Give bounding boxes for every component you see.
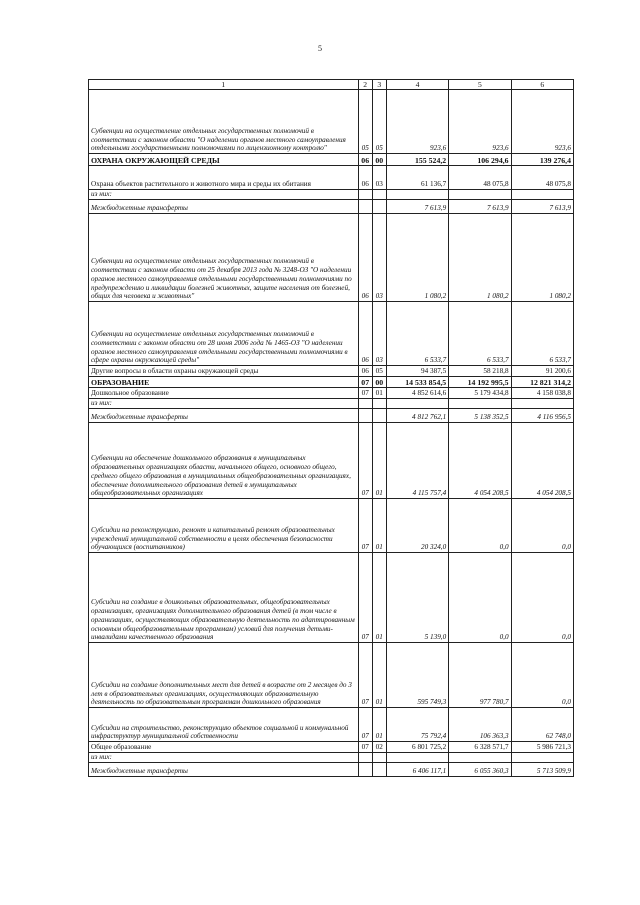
row-value-col-5: 6 533,7 [449,302,511,366]
row-value-col-4: 6 533,7 [386,302,448,366]
row-name: Другие вопросы в области охраны окружающей среды [89,366,359,377]
row-value-col-5 [449,190,511,200]
row-subsection-code: 02 [372,742,386,753]
row-subsection-code: 05 [372,366,386,377]
row-section-code: 07 [358,377,372,388]
row-subsection-code [372,200,386,214]
row-value-col-5: 58 218,8 [449,366,511,377]
row-subsection-code: 01 [372,708,386,742]
row-section-code: 06 [358,214,372,302]
table-row [89,302,574,366]
row-value-col-5: 5 179 434,8 [449,388,511,399]
page-number: 5 [318,44,322,53]
row-name: Дошкольное образование [89,388,359,399]
row-section-code [358,190,372,200]
table-row [89,214,574,302]
row-subsection-code: 03 [372,302,386,366]
row-subsection-code: 01 [372,388,386,399]
row-name: Субсидии на реконструкцию, ремонт и капитальный ремонт образовательных учреждений муниципальной собственности в целях обеспечения безопасности обучающихся (воспитанников) [89,499,359,553]
table-row [89,499,574,553]
row-name: из них: [89,399,359,409]
row-value-col-5: 4 054 208,5 [449,423,511,499]
table-row [89,399,574,409]
table-row [89,190,574,200]
row-section-code: 05 [358,90,372,154]
row-section-code: 07 [358,742,372,753]
row-value-col-6: 7 613,9 [511,200,573,214]
row-section-code: 07 [358,708,372,742]
row-value-col-6 [511,753,573,763]
row-value-col-6: 0,0 [511,499,573,553]
row-value-col-5: 1 080,2 [449,214,511,302]
row-value-col-4: 595 749,3 [386,643,448,708]
row-name: Охрана объектов растительного и животного мира и среды их обитания [89,166,359,190]
row-value-col-4 [386,753,448,763]
row-name: Субсидии на строительство, реконструкцию объектов социальной и коммунальной инфраструктур муниципальной собственности [89,708,359,742]
header-col-1: 1 [89,80,359,90]
row-section-code: 07 [358,643,372,708]
row-name: из них: [89,753,359,763]
row-name: Межбюджетные трансферты [89,409,359,423]
row-value-col-6: 5 713 509,9 [511,763,573,777]
row-name: ОХРАНА ОКРУЖАЮЩЕЙ СРЕДЫ [89,154,359,166]
row-name: Субсидии на создание дополнительных мест для детей в возрасте от 2 месяцев до 3 лет в образовательных организациях, осуществляющих образовательную деятельность по образовательным программам дошкольного образования [89,643,359,708]
table-header-row [89,80,574,90]
row-subsection-code [372,409,386,423]
row-value-col-4: 4 852 614,6 [386,388,448,399]
row-name: Межбюджетные трансферты [89,200,359,214]
row-value-col-6: 4 116 956,5 [511,409,573,423]
row-value-col-6: 91 200,6 [511,366,573,377]
row-subsection-code: 01 [372,499,386,553]
row-value-col-4: 94 387,5 [386,366,448,377]
row-section-code: 06 [358,366,372,377]
row-subsection-code: 01 [372,423,386,499]
row-value-col-6: 0,0 [511,553,573,643]
table-row [89,423,574,499]
table-row [89,377,574,388]
row-subsection-code: 00 [372,377,386,388]
row-value-col-5: 6 055 360,3 [449,763,511,777]
row-name: Межбюджетные трансферты [89,763,359,777]
row-section-code [358,753,372,763]
row-section-code [358,763,372,777]
row-value-col-5: 5 138 352,5 [449,409,511,423]
row-value-col-4: 20 324,0 [386,499,448,553]
header-col-2: 2 [358,80,372,90]
row-value-col-5: 14 192 995,5 [449,377,511,388]
row-value-col-4: 6 406 117,1 [386,763,448,777]
row-value-col-6: 6 533,7 [511,302,573,366]
table-row [89,154,574,166]
table-row [89,742,574,753]
row-name: Общее образование [89,742,359,753]
row-value-col-4: 923,6 [386,90,448,154]
row-value-col-5 [449,399,511,409]
table-row [89,388,574,399]
row-section-code [358,409,372,423]
row-value-col-5: 48 075,8 [449,166,511,190]
row-value-col-4 [386,399,448,409]
row-value-col-5: 0,0 [449,553,511,643]
row-subsection-code: 05 [372,90,386,154]
row-section-code [358,399,372,409]
header-col-5: 5 [449,80,511,90]
row-value-col-4: 14 533 854,5 [386,377,448,388]
row-subsection-code: 03 [372,214,386,302]
table-row [89,708,574,742]
row-name: Субсидии на создание в дошкольных образовательных, общеобразовательных организациях, организациях дополнительного образования детей (в том числе в организациях, осуществляющих образовательную деятельность по адаптированным основным общеобразовательным программам) условий для получения детьми-инвалидами качественного образования [89,553,359,643]
row-subsection-code [372,399,386,409]
row-value-col-4: 61 136,7 [386,166,448,190]
row-name: Субвенции на осуществление отдельных государственных полномочий в соответствии с законом области от 28 июня 2006 года № 1465-ОЗ "О наделении органов местного самоуправления отдельными государственными полномочиями в сфере охраны окружающей среды" [89,302,359,366]
row-subsection-code [372,190,386,200]
row-value-col-4: 4 812 762,1 [386,409,448,423]
row-value-col-6: 48 075,8 [511,166,573,190]
table-row [89,753,574,763]
budget-table [88,79,574,777]
table-row [89,200,574,214]
row-name: Субвенции на обеспечение дошкольного образования в муниципальных образовательных организациях области, начального общего, основного общего, среднего общего образования в муниципальных общеобразовательных организациях, обеспечение дополнительного образования детей в муниципальных общеобразовательных организациях [89,423,359,499]
row-name: Субвенции на осуществление отдельных государственных полномочий в соответствии с законом области от 25 декабря 2013 года № 3248-ОЗ "О наделении органов местного самоуправления отдельными государственными полномочиями по предупреждению и ликвидации болезней животных, защите населения от болезней, общих для человека и животных" [89,214,359,302]
row-value-col-5: 6 328 571,7 [449,742,511,753]
row-subsection-code: 00 [372,154,386,166]
table-row [89,643,574,708]
row-value-col-5: 0,0 [449,499,511,553]
row-section-code: 06 [358,166,372,190]
row-value-col-5 [449,753,511,763]
row-value-col-5: 923,6 [449,90,511,154]
row-value-col-6: 0,0 [511,643,573,708]
table-row [89,90,574,154]
row-name: ОБРАЗОВАНИЕ [89,377,359,388]
row-value-col-6: 5 986 721,3 [511,742,573,753]
row-value-col-4: 4 115 757,4 [386,423,448,499]
row-section-code: 06 [358,302,372,366]
row-value-col-6: 139 276,4 [511,154,573,166]
row-value-col-4: 1 080,2 [386,214,448,302]
table-row [89,553,574,643]
row-value-col-5: 106 294,6 [449,154,511,166]
row-value-col-4: 155 524,2 [386,154,448,166]
row-value-col-6 [511,190,573,200]
row-value-col-6 [511,399,573,409]
table-row [89,366,574,377]
header-col-6: 6 [511,80,573,90]
row-subsection-code [372,763,386,777]
table-row [89,409,574,423]
row-value-col-4: 5 139,0 [386,553,448,643]
row-section-code [358,200,372,214]
row-value-col-6: 4 158 038,8 [511,388,573,399]
row-value-col-6: 1 080,2 [511,214,573,302]
row-subsection-code: 03 [372,166,386,190]
row-value-col-5: 7 613,9 [449,200,511,214]
row-section-code: 06 [358,154,372,166]
row-value-col-6: 923,6 [511,90,573,154]
row-value-col-4 [386,190,448,200]
row-section-code: 07 [358,388,372,399]
table-row [89,763,574,777]
row-value-col-5: 977 780,7 [449,643,511,708]
row-subsection-code: 01 [372,553,386,643]
row-section-code: 07 [358,553,372,643]
row-value-col-5: 106 363,3 [449,708,511,742]
row-subsection-code: 01 [372,643,386,708]
row-value-col-4: 7 613,9 [386,200,448,214]
row-value-col-6: 4 054 208,5 [511,423,573,499]
header-col-3: 3 [372,80,386,90]
row-value-col-4: 6 801 725,2 [386,742,448,753]
row-value-col-4: 75 792,4 [386,708,448,742]
row-value-col-6: 62 748,0 [511,708,573,742]
row-value-col-6: 12 821 314,2 [511,377,573,388]
header-col-4: 4 [386,80,448,90]
row-name: Субвенции на осуществление отдельных государственных полномочий в соответствии с законом области "О наделении органов местного самоуправления отдельными государственными полномочиями по лицензионному контролю" [89,90,359,154]
row-section-code: 07 [358,499,372,553]
row-subsection-code [372,753,386,763]
row-name: из них: [89,190,359,200]
row-section-code: 07 [358,423,372,499]
table-row [89,166,574,190]
